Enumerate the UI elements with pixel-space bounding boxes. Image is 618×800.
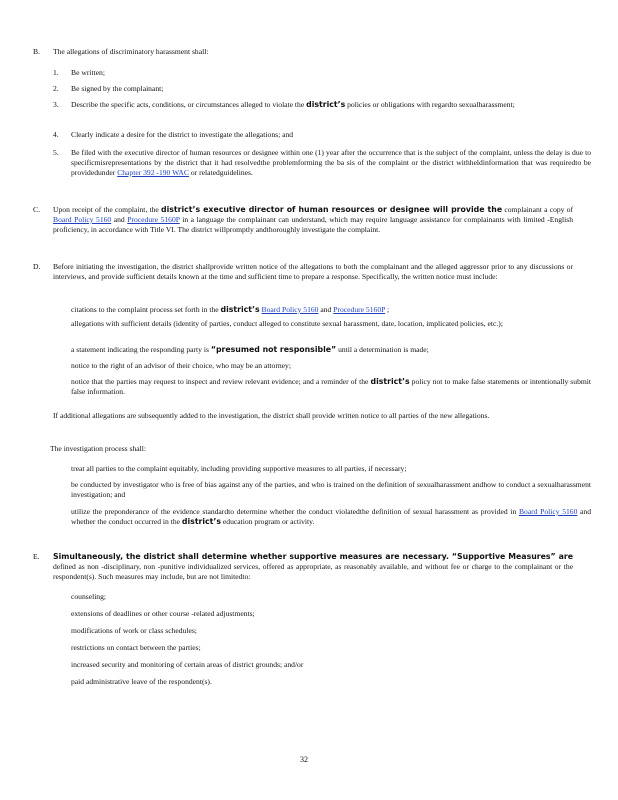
link-board-policy-5160[interactable]: Board Policy 5160: [53, 215, 112, 224]
item-text: Be written;: [71, 68, 105, 77]
bold-text: district’s: [370, 377, 410, 386]
item-text: Describe the specific acts, conditions, or circumstances alleged to violate the: [71, 100, 307, 109]
list-item: [53, 68, 591, 78]
bold-text: district’s: [220, 305, 260, 314]
section-b: [33, 47, 573, 57]
text: in a language the complainant can understand, which may require language assistance for complainants with limited -English proficiency, in accordance with Title VI. The district willpromptly andthoroughly investigate the complaint.: [53, 215, 573, 234]
list-item: [71, 592, 591, 602]
list-item: [71, 609, 591, 619]
section-e-body: [53, 552, 573, 582]
section-letter: B.: [33, 47, 40, 56]
text: complainant a copy of: [502, 205, 574, 214]
list-item: [71, 361, 591, 371]
text: and whether the conduct occurred in the: [71, 507, 591, 526]
list-item: [53, 148, 591, 178]
item-text-cont: or relatedguidelines.: [188, 168, 253, 177]
list-item: [71, 305, 591, 315]
section-letter: E.: [33, 552, 40, 561]
item-text: utilize the preponderance of the evidence standardto determine whether the conduct violatedthe definition of sexual harassment as provided in: [71, 507, 519, 516]
item-text: extensions of deadlines or other course -related adjustments;: [71, 609, 255, 618]
text: and: [111, 215, 128, 224]
item-text: allegations with sufficient details (identity of parties, conduct alleged to constitute sexual harassment, date, location, implicated policies, etc.);: [71, 319, 503, 328]
link-board-policy-5160[interactable]: Board Policy 5160: [518, 507, 578, 516]
item-text: increased security and monitoring of certain areas of district grounds; and/or: [71, 660, 304, 669]
list-item: [53, 100, 591, 110]
item-number: 1.: [53, 68, 59, 77]
item-text: be conducted by investigator who is free of bias against any of the parties, and who is trained on the definition of sexualharassment andhow to conduct a sexualharassment investigation; and: [71, 480, 591, 499]
text: until a determination is made;: [336, 345, 429, 354]
list-item: [71, 464, 591, 474]
list-item: [71, 660, 591, 670]
item-text: paid administrative leave of the respondent(s).: [71, 677, 212, 686]
list-item: [71, 480, 591, 500]
item-text: restrictions on contact between the parties;: [71, 643, 201, 652]
item-text: treat all parties to the complaint equitably, including providing supportive measures to all parties, if necessary;: [71, 464, 407, 473]
item-text: Be filed with the executive director of human resources or designee within one (1) year after the occurrence that is the subject of the complaint, unless the delay is due to specificmisrepresentations by the district that it had resolvedthe problemforming the ba sis of the complaint or the district withheldinformation that was requiredto be providedunder: [71, 148, 591, 177]
item-text: Be signed by the complainant;: [71, 84, 164, 93]
process-intro: The investigation process shall:: [50, 444, 146, 453]
section-e: [33, 552, 573, 582]
section-b-intro: The allegations of discriminatory harassment shall:: [53, 47, 209, 56]
item-number: 5.: [53, 148, 59, 157]
link-board-policy-5160[interactable]: Board Policy 5160: [261, 305, 319, 314]
list-item: [53, 130, 591, 140]
section-d: [33, 262, 573, 282]
item-text: notice that the parties may request to inspect and review relevant evidence; and a reminder of the: [71, 377, 371, 386]
page-number: 32: [300, 755, 308, 764]
text: defined as non -disciplinary, non -punitive individualized services, offered as appropriate, as reasonably available, and without fee or charge to the complainant or the respondent(s). Such measures may include, but are not limitedto:: [53, 562, 573, 581]
section-d-intro: Before initiating the investigation, the district shallprovide written notice of the allegations to both the complainant and the alleged aggressor prior to any discussions or interviews, and provide sufficient details known at the time and sufficient time to prepare a response. Specifically, the written notice must include:: [53, 262, 573, 281]
list-item: [71, 677, 591, 687]
section-c: [33, 205, 573, 235]
list-item: [71, 643, 591, 653]
link-procedure-5160p[interactable]: Procedure 5160P: [333, 305, 386, 314]
text: Upon receipt of the complaint, the: [53, 205, 162, 214]
item-number: 4.: [53, 130, 59, 139]
section-letter: D.: [33, 262, 41, 271]
list-item: [71, 507, 591, 527]
item-text-cont: policies or obligations with regardto sexualharassment;: [345, 100, 515, 109]
link-procedure-5160p[interactable]: Procedure 5160P: [127, 215, 180, 224]
item-text: Clearly indicate a desire for the district to investigate the allegations; and: [71, 130, 294, 139]
text: and: [318, 305, 334, 314]
bold-text: district’s: [181, 517, 222, 526]
item-number: 3.: [53, 100, 59, 109]
text: policy not to make false statements or intentionally submit false information.: [71, 377, 591, 396]
bold-text: “presumed not responsible”: [210, 345, 337, 354]
list-item: [71, 345, 591, 355]
item-number: 2.: [53, 84, 59, 93]
list-item: [53, 84, 591, 94]
item-text: modifications of work or class schedules;: [71, 626, 197, 635]
list-item: [71, 377, 591, 397]
bold-text: district’s executive director of human resources or designee will provide the: [161, 205, 503, 214]
item-text: notice to the right of an advisor of their choice, who may be an attorney;: [71, 361, 291, 370]
item-text: counseling;: [71, 592, 107, 601]
list-item: [71, 626, 591, 636]
item-text: a statement indicating the responding party is: [71, 345, 211, 354]
link-chapter-392-190-wac[interactable]: Chapter 392 -190 WAC: [117, 168, 189, 177]
section-c-body: [53, 205, 573, 235]
text: education program or activity.: [221, 517, 315, 526]
bold-text: district’s: [306, 100, 346, 109]
item-text: citations to the complaint process set forth in the: [71, 305, 221, 314]
text: ;: [385, 305, 390, 314]
section-letter: C.: [33, 205, 40, 214]
bold-text: Simultaneously, the district shall determine whether supportive measures are necessary. “Supportive Measures” are: [53, 552, 573, 561]
additional-allegations-paragraph: If additional allegations are subsequently added to the investigation, the district shall provide written notice to all parties of the new allegations.: [53, 411, 490, 420]
list-item: [71, 319, 591, 329]
